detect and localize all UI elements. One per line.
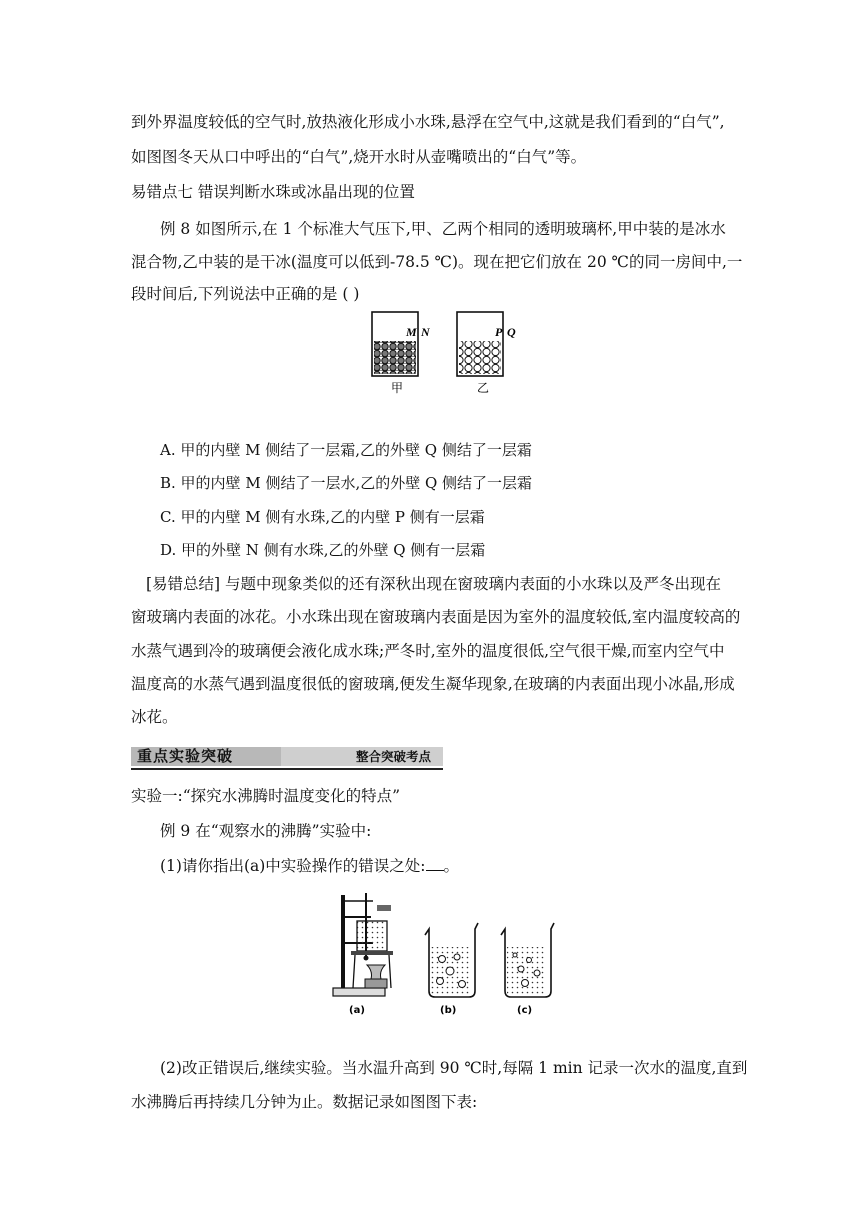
caption-c: (c) [517,1005,533,1016]
paragraph-line: 到外界温度较低的空气时,放热液化形成小水珠,悬浮在空气中,这就是我们看到的“白气”, [131,113,725,131]
label-p: P [495,325,503,339]
section-heading: 易错点七 错误判断水珠或冰晶出现的位置 [131,183,415,201]
beaker-b [425,923,478,997]
boiling-apparatus-figure [325,885,555,1020]
glass-yi [457,312,503,376]
glass-jia [372,312,418,376]
label-n: N [421,325,430,339]
answer-blank[interactable] [426,855,444,871]
question-2: (2)改正错误后,继续实验。当水温升高到 90 ℃时,每隔 1 min 记录一次水的温度,直到 [160,1059,748,1077]
label-m: M [406,325,417,339]
option-a: A. 甲的内壁 M 侧结了一层霜,乙的外壁 Q 侧结了一层霜 [160,441,532,459]
caption-b: (b) [440,1005,457,1016]
summary-text: [易错总结] 与题中现象类似的还有深秋出现在窗玻璃内表面的小水珠以及严冬出现在 [146,575,722,593]
label-q: Q [507,325,516,339]
caption-jia: 甲 [391,381,404,395]
question-2: 水沸腾后再持续几分钟为止。数据记录如图图下表: [131,1093,478,1111]
experiment-title: 实验一:“探究水沸腾时温度变化的特点” [131,787,401,805]
beaker-c [501,923,554,997]
caption-a: (a) [349,1005,365,1016]
banner-subtitle: 整合突破考点 [355,749,431,764]
summary-text: 水蒸气遇到冷的玻璃便会液化成水珠;严冬时,室外的温度很低,空气很干燥,而室内空气中 [131,642,725,660]
option-c: C. 甲的内壁 M 侧有水珠,乙的内壁 P 侧有一层霜 [160,508,485,526]
summary-text: 温度高的水蒸气遇到温度很低的窗玻璃,便发生凝华现象,在玻璃的内表面出现小冰晶,形成 [131,675,735,693]
question-1: (1)请你指出(a)中实验操作的错误之处: 。 [160,857,460,875]
option-b: B. 甲的内壁 M 侧结了一层水,乙的外壁 Q 侧结了一层霜 [160,474,533,492]
section-banner [131,747,443,770]
example-8-text: 混合物,乙中装的是干冰(温度可以低到-78.5 ℃)。现在把它们放在 20 ℃的同一房间中,一 [131,253,743,271]
paragraph-line: 如图图冬天从口中呼出的“白气”,烧开水时从壶嘴喷出的“白气”等。 [131,148,587,166]
example-9-text: 例 9 在“观察水的沸腾”实验中: [160,822,372,840]
summary-text: 冰花。 [131,708,178,726]
apparatus-a [333,893,393,996]
glasses-figure [365,308,525,402]
option-d: D. 甲的外壁 N 侧有水珠,乙的外壁 Q 侧有一层霜 [160,541,486,559]
caption-yi: 乙 [477,381,490,395]
summary-text: 窗玻璃内表面的冰花。小水珠出现在窗玻璃内表面是因为室外的温度较低,室内温度较高的 [131,608,741,626]
example-8-text: 例 8 如图所示,在 1 个标准大气压下,甲、乙两个相同的透明玻璃杯,甲中装的是冰水 [160,220,726,238]
banner-title: 重点实验突破 [137,747,234,765]
example-8-text: 段时间后,下列说法中正确的是 ( ) [131,285,360,303]
